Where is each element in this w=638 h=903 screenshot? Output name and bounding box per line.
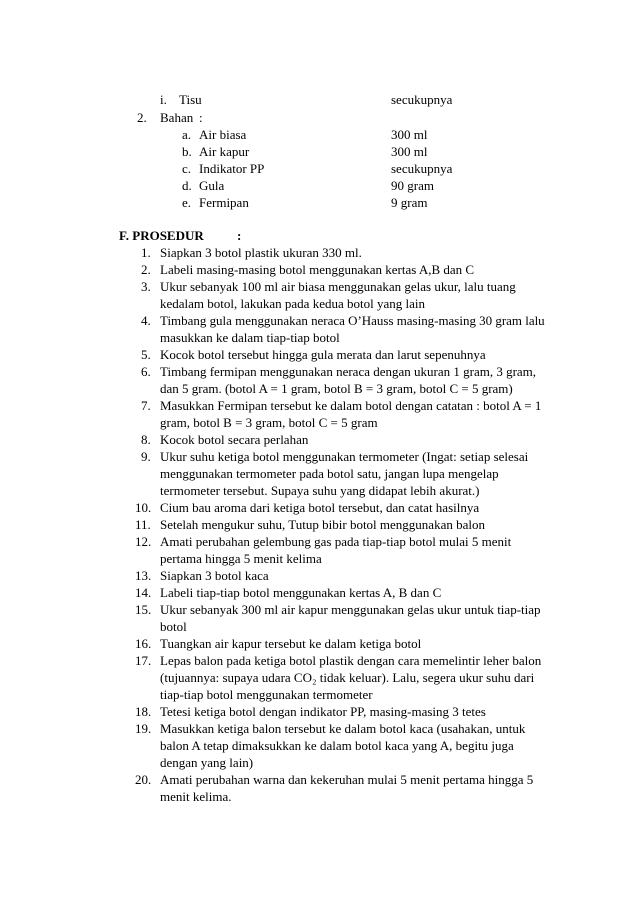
step-number: 14. <box>135 585 152 600</box>
step-text: Tetesi ketiga botol dengan indikator PP, masing-masing 3 tetes <box>160 704 486 719</box>
material-name: Fermipan <box>199 195 249 210</box>
step-text: Masukkan Fermipan tersebut ke dalam botol dengan catatan : botol A = 1 <box>160 398 542 413</box>
step-text: pertama hingga 5 menit kelima <box>160 551 322 566</box>
step-number: 6. <box>141 364 151 379</box>
step-number: 12. <box>135 534 152 549</box>
step-text: Ukur sebanyak 300 ml air kapur menggunakan gelas ukur untuk tiap-tiap <box>160 602 541 617</box>
step-number: 1. <box>141 245 151 260</box>
material-qty: secukupnya <box>391 161 453 176</box>
section-title-bahan: Bahan <box>160 110 194 125</box>
step-number: 13. <box>135 568 152 583</box>
step-text: (tujuannya: supaya udara CO₂ tidak keluar). Lalu, segera ukur suhu dari <box>160 670 535 685</box>
list-marker: 2. <box>137 110 147 125</box>
step-text: Setelah mengukur suhu, Tutup bibir botol menggunakan balon <box>160 517 485 532</box>
step-number: 15. <box>135 602 152 617</box>
step-text: Labeli tiap-tiap botol menggunakan kertas A, B dan C <box>160 585 442 600</box>
step-text: termometer tersebut. Supaya suhu yang didapat lebih akurat.) <box>160 483 480 498</box>
step-number: 2. <box>141 262 151 277</box>
step-text: kedalam botol, lakukan pada kedua botol yang lain <box>160 296 425 311</box>
step-number: 3. <box>141 279 151 294</box>
step-number: 16. <box>135 636 152 651</box>
material-qty: secukupnya <box>391 92 453 107</box>
step-number: 5. <box>141 347 151 362</box>
step-text: Labeli masing-masing botol menggunakan kertas A,B dan C <box>160 262 475 277</box>
section-colon: : <box>237 228 242 243</box>
step-text: Amati perubahan gelembung gas pada tiap-tiap botol mulai 5 menit <box>160 534 512 549</box>
step-text: botol <box>160 619 187 634</box>
material-qty: 9 gram <box>391 195 428 210</box>
step-text: Kocok botol secara perlahan <box>160 432 309 447</box>
list-marker: e. <box>182 195 192 210</box>
step-text: masukkan ke dalam tiap-tiap botol <box>160 330 340 345</box>
step-number: 9. <box>141 449 151 464</box>
step-text: Ukur suhu ketiga botol menggunakan termometer (Ingat: setiap selesai <box>160 449 529 464</box>
step-text: balon A tetap dimaksukkan ke dalam botol kaca yang A, begitu juga <box>160 738 514 753</box>
step-text: Cium bau aroma dari ketiga botol tersebut, dan catat hasilnya <box>160 500 480 515</box>
list-marker: d. <box>182 178 192 193</box>
step-text: menggunakan termometer pada botol satu, jangan lupa mengelap <box>160 466 499 481</box>
step-number: 20. <box>135 772 152 787</box>
step-number: 18. <box>135 704 152 719</box>
step-text: menit kelima. <box>160 789 232 804</box>
step-text: Timbang fermipan menggunakan neraca dengan ukuran 1 gram, 3 gram, <box>160 364 537 379</box>
material-qty: 300 ml <box>391 144 428 159</box>
section-colon: : <box>199 110 203 125</box>
step-text: Siapkan 3 botol plastik ukuran 330 ml. <box>160 245 362 260</box>
step-number: 10. <box>135 500 152 515</box>
material-name: Gula <box>199 178 225 193</box>
step-number: 17. <box>135 653 152 668</box>
step-text: Lepas balon pada ketiga botol plastik dengan cara memelintir leher balon <box>160 653 542 668</box>
material-qty: 90 gram <box>391 178 434 193</box>
step-number: 11. <box>135 517 151 532</box>
step-text: Timbang gula menggunakan neraca O’Hauss masing-masing 30 gram lalu <box>160 313 545 328</box>
material-qty: 300 ml <box>391 127 428 142</box>
step-text: tiap-tiap botol menggunakan termometer <box>160 687 373 702</box>
list-marker: a. <box>182 127 192 142</box>
list-marker: b. <box>182 144 192 159</box>
step-text: Amati perubahan warna dan kekeruhan mulai 5 menit pertama hingga 5 <box>160 772 534 787</box>
step-text: Siapkan 3 botol kaca <box>160 568 269 583</box>
material-name: Air kapur <box>199 144 250 159</box>
step-text: dengan yang lain) <box>160 755 254 770</box>
step-text: gram, botol B = 3 gram, botol C = 5 gram <box>160 415 378 430</box>
list-marker: i. <box>160 92 167 107</box>
material-name: Tisu <box>179 92 202 107</box>
material-name: Air biasa <box>199 127 247 142</box>
step-text: Tuangkan air kapur tersebut ke dalam ketiga botol <box>160 636 422 651</box>
list-marker: c. <box>182 161 192 176</box>
step-number: 19. <box>135 721 152 736</box>
material-name: Indikator PP <box>199 161 265 176</box>
step-text: dan 5 gram. (botol A = 1 gram, botol B = 3 gram, botol C = 5 gram) <box>160 381 513 396</box>
section-heading-prosedur: F. PROSEDUR <box>119 228 204 243</box>
step-text: Ukur sebanyak 100 ml air biasa menggunakan gelas ukur, lalu tuang <box>160 279 516 294</box>
step-number: 8. <box>141 432 151 447</box>
step-text: Kocok botol tersebut hingga gula merata dan larut sepenuhnya <box>160 347 486 362</box>
step-number: 7. <box>141 398 151 413</box>
step-number: 4. <box>141 313 151 328</box>
step-text: Masukkan ketiga balon tersebut ke dalam botol kaca (usahakan, untuk <box>160 721 526 736</box>
